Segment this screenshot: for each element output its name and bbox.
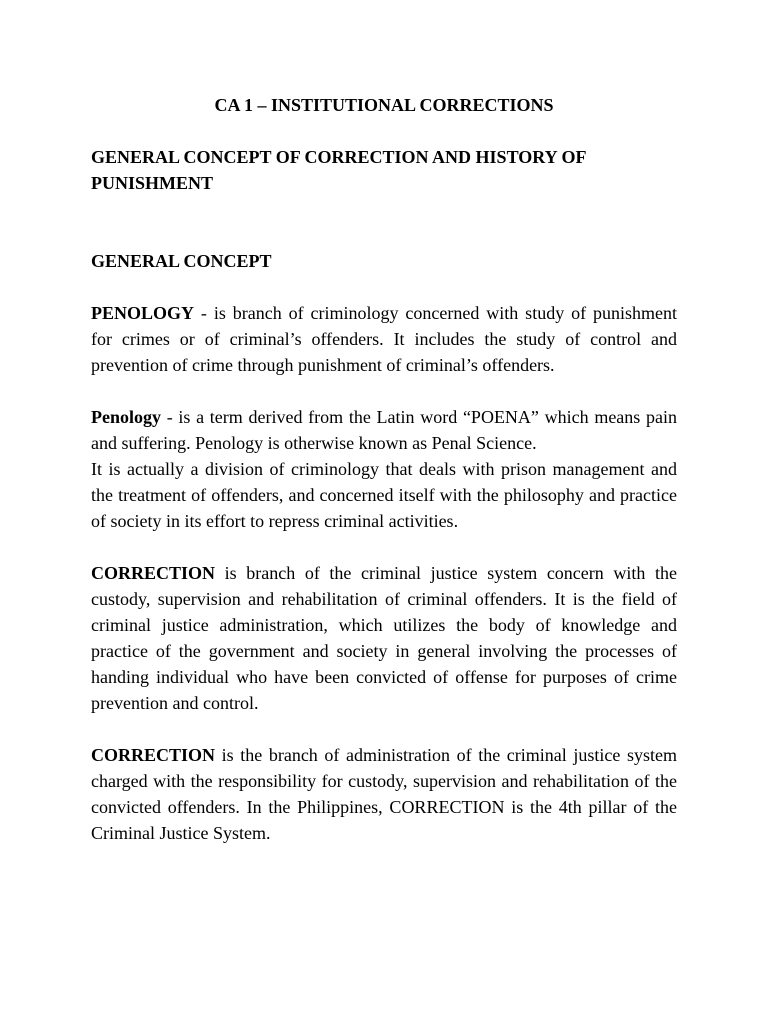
spacer	[91, 534, 677, 560]
paragraph-penology-definition	[91, 300, 677, 378]
subheading: GENERAL CONCEPT	[91, 251, 272, 271]
paragraph-text: is the branch of administration of the criminal justice system charged with the responsibility for custody, supervision and rehabilitation of the convicted offenders. In the Philippines, CORRECTION is the 4th pillar of the Criminal Justice System.	[91, 745, 677, 843]
paragraph-penology-division	[91, 456, 677, 534]
document-title: CA 1 – INSTITUTIONAL CORRECTIONS	[214, 95, 554, 115]
document-page	[91, 92, 677, 846]
paragraph-correction-branch	[91, 560, 677, 716]
paragraph-text: - is branch of criminology concerned with study of punishment for crimes or of criminal’s offenders. It includes the study of control and prevention of crime through punishment of criminal’s offenders.	[91, 303, 677, 375]
paragraph-correction-pillar	[91, 742, 677, 846]
spacer	[91, 196, 677, 248]
spacer	[91, 378, 677, 404]
term-correction: CORRECTION	[91, 745, 216, 765]
term-penology: Penology	[91, 407, 161, 427]
paragraph-text: is branch of the criminal justice system concern with the custody, supervision and rehabilitation of criminal offenders. It is the field of criminal justice administration, which utilizes the body of knowledge and practice of the government and society in general involving the processes of handing individual who have been convicted of offense for purposes of crime prevention and control.	[91, 563, 677, 713]
spacer	[91, 274, 677, 300]
paragraph-penology-etymology	[91, 404, 677, 456]
term-penology: PENOLOGY	[91, 303, 195, 323]
section-heading: GENERAL CONCEPT OF CORRECTION AND HISTORY OF PUNISHMENT	[91, 147, 586, 193]
spacer	[91, 716, 677, 742]
paragraph-text: - is a term derived from the Latin word “POENA” which means pain and suffering. Penology is otherwise known as Penal Science.	[91, 407, 677, 453]
term-correction: CORRECTION	[91, 563, 216, 583]
paragraph-text: It is actually a division of criminology that deals with prison management and the treatment of offenders, and concerned itself with the philosophy and practice of society in its effort to repress criminal activities.	[91, 459, 677, 531]
